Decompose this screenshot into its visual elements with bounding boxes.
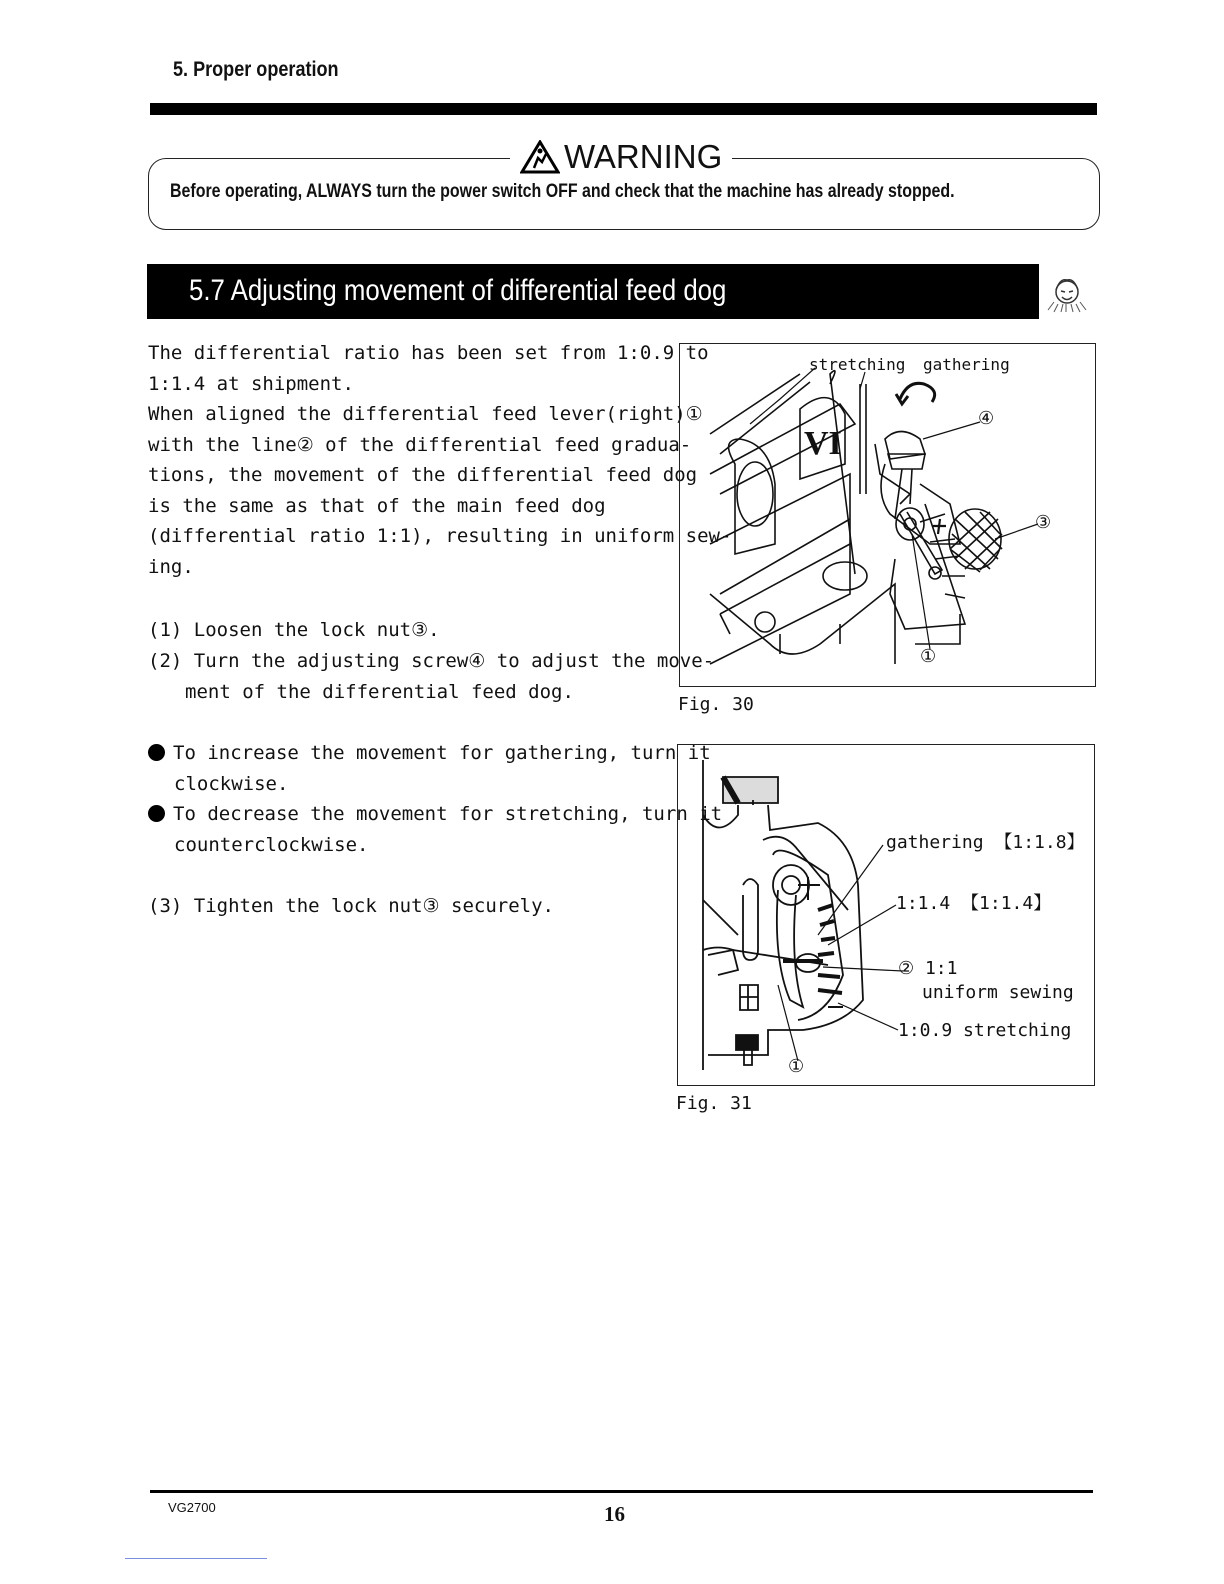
- section-header: 5. Proper operation: [173, 58, 339, 81]
- warning-text: Before operating, ALWAYS turn the power switch OFF and check that the machine has already stopped.: [170, 181, 955, 202]
- bullet-dot-icon: [148, 744, 165, 761]
- fig31-uniform-label: uniform sewing: [922, 982, 1074, 1003]
- figure-30: [679, 343, 1096, 687]
- fig31-ratio-1-1.4-label: 1:1.4 【1:1.4】: [896, 893, 1052, 914]
- fig30-stretching-label: stretching: [809, 355, 906, 374]
- intro-line: ing.: [148, 555, 194, 578]
- fig31-callout-1: ①: [788, 1056, 805, 1077]
- link-underline: [125, 1558, 267, 1559]
- mascot-face-icon: [1042, 272, 1092, 314]
- fig30-callout-4: ④: [978, 408, 995, 429]
- bullet-text: To increase the movement for gathering, turn it: [173, 742, 711, 764]
- step-3: (3) Tighten the lock nut③ securely.: [148, 895, 554, 917]
- header-rule: [150, 103, 1097, 115]
- intro-line: tions, the movement of the differential feed dog: [148, 464, 698, 486]
- intro-line: (differential ratio 1:1), resulting in uniform sew-: [148, 525, 732, 547]
- fig30-illustration: [680, 344, 1095, 686]
- warning-title: [510, 138, 732, 176]
- bullet-text: To decrease the movement for stretching, turn it: [173, 803, 723, 825]
- intro-line: 1:1.4 at shipment.: [148, 372, 354, 395]
- fig31-caption: Fig. 31: [676, 1093, 752, 1114]
- fig30-gathering-label: gathering: [923, 355, 1010, 374]
- intro-line: When aligned the differential feed lever(right)①: [148, 403, 703, 425]
- footer-rule: [150, 1490, 1093, 1493]
- fig30-callout-3: ③: [1035, 512, 1052, 533]
- step-2-continued: ment of the differential feed dog.: [185, 681, 574, 703]
- fig31-stretching-label: 1:0.9 stretching: [898, 1020, 1072, 1041]
- bullet-decrease-continued: counterclockwise.: [174, 834, 369, 856]
- section-title-bar: [147, 264, 1039, 319]
- intro-line: is the same as that of the main feed dog: [148, 494, 606, 517]
- svg-text:VI: VI: [804, 425, 842, 462]
- bullet-increase-continued: clockwise.: [174, 773, 289, 795]
- intro-line: The differential ratio has been set from 1:0.9 to: [148, 342, 709, 364]
- model-code: VG2700: [168, 1500, 216, 1515]
- fig30-callout-1: ①: [920, 646, 937, 667]
- step-2: (2) Turn the adjusting screw④ to adjust the move-: [148, 650, 715, 672]
- bullet-decrease: [148, 799, 722, 830]
- warning-title-text: WARNING: [564, 138, 723, 175]
- fig31-gathering-label: gathering 【1:1.8】: [886, 832, 1085, 853]
- fig30-caption: Fig. 30: [678, 694, 754, 715]
- figure-31: [677, 744, 1095, 1086]
- step-1: (1) Loosen the lock nut③.: [148, 619, 440, 641]
- bullet-dot-icon: [148, 805, 165, 822]
- bullet-increase: [148, 738, 711, 769]
- warning-triangle-icon: [520, 140, 560, 174]
- page-number: 16: [604, 1502, 625, 1526]
- fig31-ratio-1-1-label: ② 1:1: [898, 958, 958, 979]
- intro-line: with the line② of the differential feed gradua-: [148, 433, 692, 456]
- section-title: 5.7 Adjusting movement of differential feed dog: [189, 274, 727, 307]
- intro-paragraph: [148, 338, 731, 582]
